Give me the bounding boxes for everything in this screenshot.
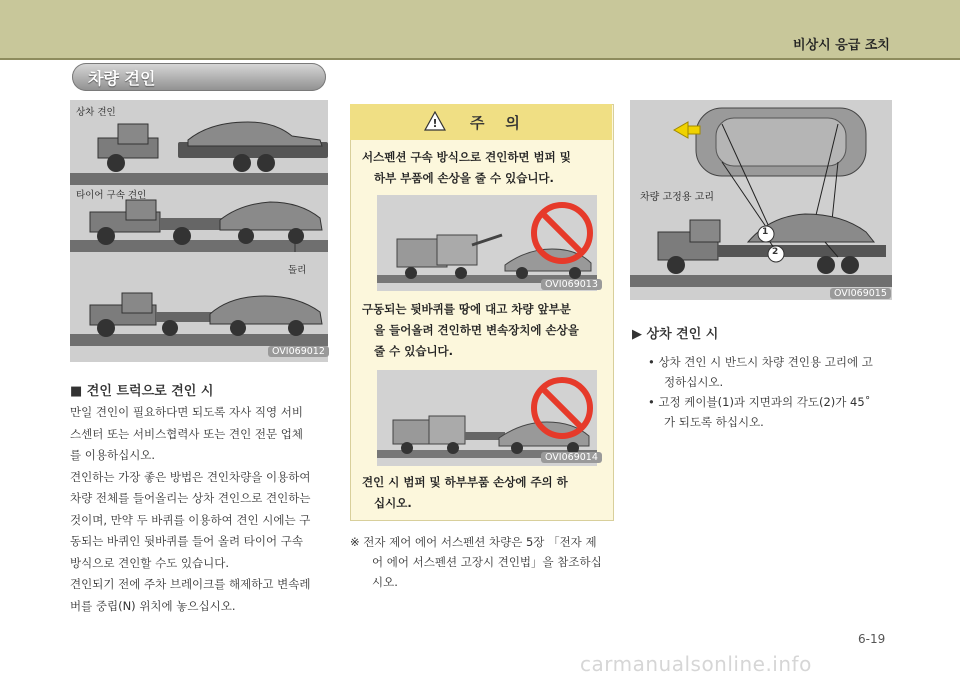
chapter-title: 비상시 응급 조치 <box>793 38 890 53</box>
caution-item-2 <box>362 299 610 362</box>
caution-line: 십시오. <box>374 496 412 510</box>
flatbed-heading: ▶ 상차 견인 시 <box>632 327 719 342</box>
caution-title: 주 의 <box>470 114 520 132</box>
figure-label-dolly: 돌리 <box>288 265 307 276</box>
body-line: 견인되기 전에 주차 브레이크를 해제하고 변속레 <box>70 577 311 591</box>
body-line: 버를 중립(N) 위치에 놓으십시오. <box>70 598 236 613</box>
note-line: 시오. <box>372 575 398 589</box>
note-line: ※ 전자 제어 에어 서스펜션 차량은 5장 「전자 제 <box>350 535 597 549</box>
svg-text:!: ! <box>432 117 438 130</box>
instruction-line: • 고정 케이블(1)과 지면과의 각도(2)가 45˚ <box>648 395 871 409</box>
wheel-lift-prohibited-illustration <box>377 195 597 291</box>
header-divider <box>0 58 960 60</box>
body-line: 것이며, 만약 두 바퀴를 이용하여 견인 시에는 구 <box>70 512 311 527</box>
cable-number: 1 <box>762 227 769 237</box>
body-line: 만일 견인이 필요하다면 되도록 자사 직영 서비 <box>70 405 304 419</box>
suspension-note <box>350 532 620 592</box>
flatbed-instructions <box>648 352 894 432</box>
towing-methods-figure <box>70 100 328 362</box>
instruction-line: • 상차 견인 시 반드시 차량 견인용 고리에 고 <box>648 355 873 369</box>
figure-label-flatbed: 상차 견인 <box>76 107 116 118</box>
caution-line: 하부 부품에 손상을 줄 수 있습니다. <box>374 171 554 185</box>
caution-figure-2-code: OVI069014 <box>541 452 602 463</box>
body-line: 방식으로 견인할 수도 있습니다. <box>70 555 230 570</box>
body-line: 스센터 또는 서비스협력사 또는 견인 전문 업체 <box>70 426 304 441</box>
instruction-line: 가 되도록 하십시오. <box>664 415 764 429</box>
figure-label-wheel-lift: 타이어 구속 견인 <box>76 190 147 201</box>
warning-triangle-icon <box>424 111 446 131</box>
page-number: 6-19 <box>858 632 886 646</box>
tow-section-body <box>70 402 336 617</box>
caution-line: 구동되는 뒷바퀴를 땅에 대고 차량 앞부분 <box>362 302 571 316</box>
section-title: 차량 견인 <box>88 69 156 88</box>
figure-code: OVI069012 <box>268 346 329 357</box>
body-line: 동되는 바퀴인 뒷바퀴를 들어 올려 타이어 구속 <box>70 534 304 548</box>
body-line: 차량 전체를 들어올리는 상차 견인으로 견인하는 <box>70 491 311 505</box>
body-line: 를 이용하십시오. <box>70 448 156 462</box>
caution-figure-1-code: OVI069013 <box>541 279 602 290</box>
watermark: carmanualsonline.info <box>580 652 812 676</box>
instruction-line: 정하십시오. <box>664 375 724 389</box>
caution-item-1 <box>362 147 610 189</box>
right-figure-code: OVI069015 <box>830 288 891 299</box>
caution-line: 서스펜션 구속 방식으로 견인하면 범퍼 및 <box>362 150 571 164</box>
hook-label: 차량 고정용 고리 <box>640 192 714 203</box>
angle-number: 2 <box>772 247 779 257</box>
towing-trucks-illustration <box>70 100 328 362</box>
caution-line: 줄 수 있습니다. <box>374 344 454 358</box>
caution-item-3 <box>362 472 610 514</box>
caution-line: 을 들어올려 견인하면 변속장치에 손상을 <box>374 323 579 337</box>
body-line: 견인하는 가장 좋은 방법은 견인차량을 이용하여 <box>70 469 311 484</box>
caution-figure-1 <box>377 195 597 291</box>
caution-line: 견인 시 범퍼 및 하부부품 손상에 주의 하 <box>362 475 568 489</box>
note-line: 어 에어 서스펜션 고장시 견인법」을 참조하십 <box>372 555 602 569</box>
tow-section-heading: ■ 견인 트럭으로 견인 시 <box>70 384 214 399</box>
